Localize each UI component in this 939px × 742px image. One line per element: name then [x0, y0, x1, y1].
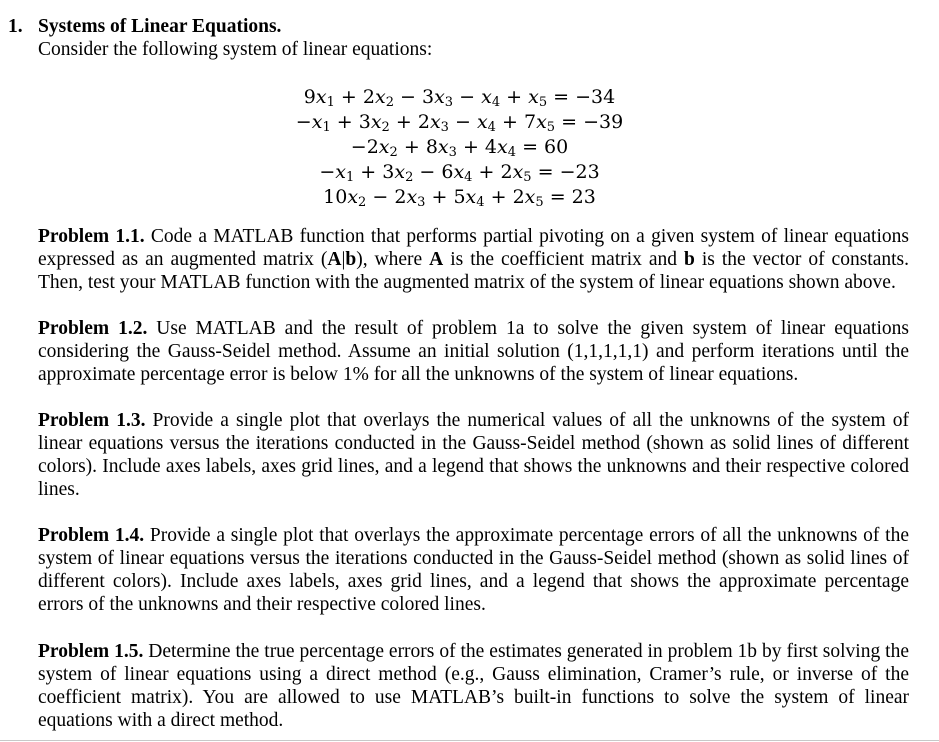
- problem-1-3: [38, 409, 909, 501]
- problem-1-5: [38, 640, 909, 732]
- equation-5-text: $10x_2 - 2x_3 + 5x_4 + 2x_5 = 23$: [323, 186, 596, 210]
- problem-1-1: [38, 225, 909, 294]
- problem-label: Problem 1.5.: [38, 641, 144, 662]
- problem-text: Provide a single plot that overlays the approximate percentage errors of all the unknowns of the system of linear equations versus the iterations conducted in the Gauss-Seidel method (shown as solid lines of different colors). Include axes labels, axes grid lines, and a legend that shows the approximate percentage errors of the unknowns and their respective colored lines.: [38, 525, 909, 615]
- problem-text: is the coefficient matrix and: [443, 249, 685, 270]
- matrix-A-symbol: A: [429, 249, 444, 270]
- problem-label: Problem 1.1.: [38, 226, 145, 247]
- equation-2-text: $-x_1 + 3x_2 + 2x_3 - x_4 + 7x_5 = -39$: [295, 111, 624, 135]
- vector-b-symbol: b: [345, 249, 357, 270]
- section-intro: Consider the following system of linear equations:: [38, 39, 433, 60]
- problem-text: ), where: [356, 249, 430, 270]
- equation-4: [0, 161, 939, 185]
- problem-text: Determine the true percentage errors of the estimates generated in problem 1b by first solving the system of linear equations using a direct method (e.g., Gauss elimination, Cramer’s rule, or inverse of the coefficient matrix). You are allowed to use MATLAB’s built-in functions to solve the system of linear equations with a direct method.: [38, 641, 909, 731]
- vector-b-symbol: b: [684, 249, 695, 270]
- problem-text: Code a MATLAB function that performs partial pivoting on a given system of linear equations expressed as an augmented matrix (: [38, 226, 909, 270]
- problem-label: Problem 1.4.: [38, 525, 145, 546]
- page-bottom-border: [0, 740, 939, 741]
- separator: |: [341, 249, 346, 270]
- problem-1-4: [38, 524, 909, 616]
- equation-5: [0, 186, 939, 210]
- problem-label: Problem 1.3.: [38, 410, 146, 431]
- equation-2: [0, 111, 939, 135]
- problem-text: Use MATLAB and the result of problem 1a to solve the given system of linear equations considering the Gauss-Seidel method. Assume an initial solution (1,1,1,1,1) and perform iterations until the approximate percentage error is below 1% for all the unknowns of the system of linear equations.: [38, 318, 909, 385]
- problem-1-2: [38, 317, 909, 386]
- equation-3: [0, 136, 939, 160]
- equation-1-text: $9x_1 + 2x_2 - 3x_3 - x_4 + x_5 = -34$: [303, 86, 616, 110]
- section-title: [8, 16, 281, 38]
- problem-text: is the vector of constants. Then, test your MATLAB function with the augmented matrix of the system of linear equations shown above.: [38, 249, 909, 293]
- equation-3-text: $-2x_2 + 8x_3 + 4x_4 = 60$: [350, 136, 569, 160]
- section-title-text: Systems of Linear Equations.: [38, 16, 282, 37]
- problem-label: Problem 1.2.: [38, 318, 148, 339]
- matrix-A-symbol: A: [327, 249, 342, 270]
- equation-4-text: $-x_1 + 3x_2 - 6x_4 + 2x_5 = -23$: [319, 161, 600, 185]
- problem-text: Provide a single plot that overlays the numerical values of all the unknowns of the system of linear equations versus the iterations conducted in the Gauss-Seidel method (shown as solid lines of different colors). Include axes labels, axes grid lines, and a legend that shows the unknowns and their respective colored lines.: [38, 410, 909, 500]
- equation-1: [0, 86, 939, 110]
- section-number: 1.: [8, 16, 23, 37]
